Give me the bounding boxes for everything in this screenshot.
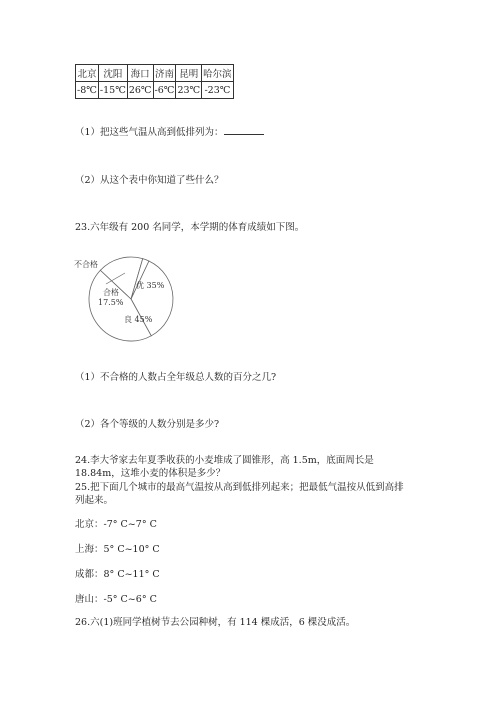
city-range-beijing — [75, 518, 157, 531]
table-cell: 昆明 — [176, 65, 202, 82]
city-range-shanghai — [75, 543, 160, 556]
table-cell: 北京 — [76, 65, 99, 82]
question-25-line1: 25.把下面几个城市的最高气温按从高到低排列起来；把最低气温按从低到高排 — [75, 482, 404, 493]
city-name: 唐山： — [75, 594, 104, 605]
city-range: -7° C~7° C — [103, 519, 157, 530]
city-range: 8° C~11° C — [103, 569, 160, 580]
city-range-chengdu — [75, 568, 160, 581]
pie-label-good: 良 45% — [124, 315, 153, 324]
question-learn: （2）从这个表中你知道了些什么？ — [75, 175, 224, 186]
table-cell: 海口 — [127, 65, 153, 82]
question-23: 23.六年级有 200 名同学，本学期的体育成绩如下图。 — [75, 222, 305, 233]
table-cell: 济南 — [153, 65, 176, 82]
table-cell: 沈阳 — [98, 65, 127, 82]
question-24-line1: 24.李大爷家去年夏季收获的小麦堆成了圆锥形，高 1.5m，底面周长是 — [75, 455, 374, 466]
temperature-table — [75, 64, 234, 99]
city-range: 5° C~10° C — [103, 544, 160, 555]
question-order-text: （1）把这些气温从高到低排列为： — [75, 127, 224, 138]
question-23-1: （1）不合格的人数占全年级总人数的百分之几? — [75, 372, 277, 383]
table-cell: -23℃ — [202, 82, 234, 99]
city-range: -5° C~6° C — [103, 594, 157, 605]
table-cell: 23℃ — [176, 82, 202, 99]
table-cell: 26℃ — [127, 82, 153, 99]
question-26: 26.六(1)班同学植树节去公园种树，有 114 棵成活，6 棵没成活。 — [75, 617, 356, 628]
pie-label-excellent: 优 35% — [136, 281, 165, 290]
question-25-line2: 列起来。 — [75, 495, 114, 506]
pie-label-fail: 不合格 — [74, 260, 98, 269]
table-cell: -15℃ — [98, 82, 127, 99]
pie-label-pass-pct: 17.5% — [98, 298, 124, 307]
question-24-line2: 18.84m，这堆小麦的体积是多少？ — [75, 468, 226, 479]
table-cell: 哈尔滨 — [202, 65, 234, 82]
pie-label-pass-name: 合格 — [103, 288, 119, 297]
table-cell: -6℃ — [153, 82, 176, 99]
answer-blank[interactable] — [224, 125, 264, 135]
question-23-2: （2）各个等级的人数分别是多少? — [75, 419, 220, 430]
city-name: 上海： — [75, 544, 104, 555]
table-row-cities — [76, 65, 234, 82]
pie-chart — [70, 250, 190, 350]
city-name: 北京： — [75, 519, 104, 530]
city-range-tangshan — [75, 593, 157, 606]
table-cell: -8℃ — [76, 82, 99, 99]
table-row-temps — [76, 82, 234, 99]
city-name: 成都： — [75, 569, 104, 580]
question-order — [75, 125, 264, 139]
